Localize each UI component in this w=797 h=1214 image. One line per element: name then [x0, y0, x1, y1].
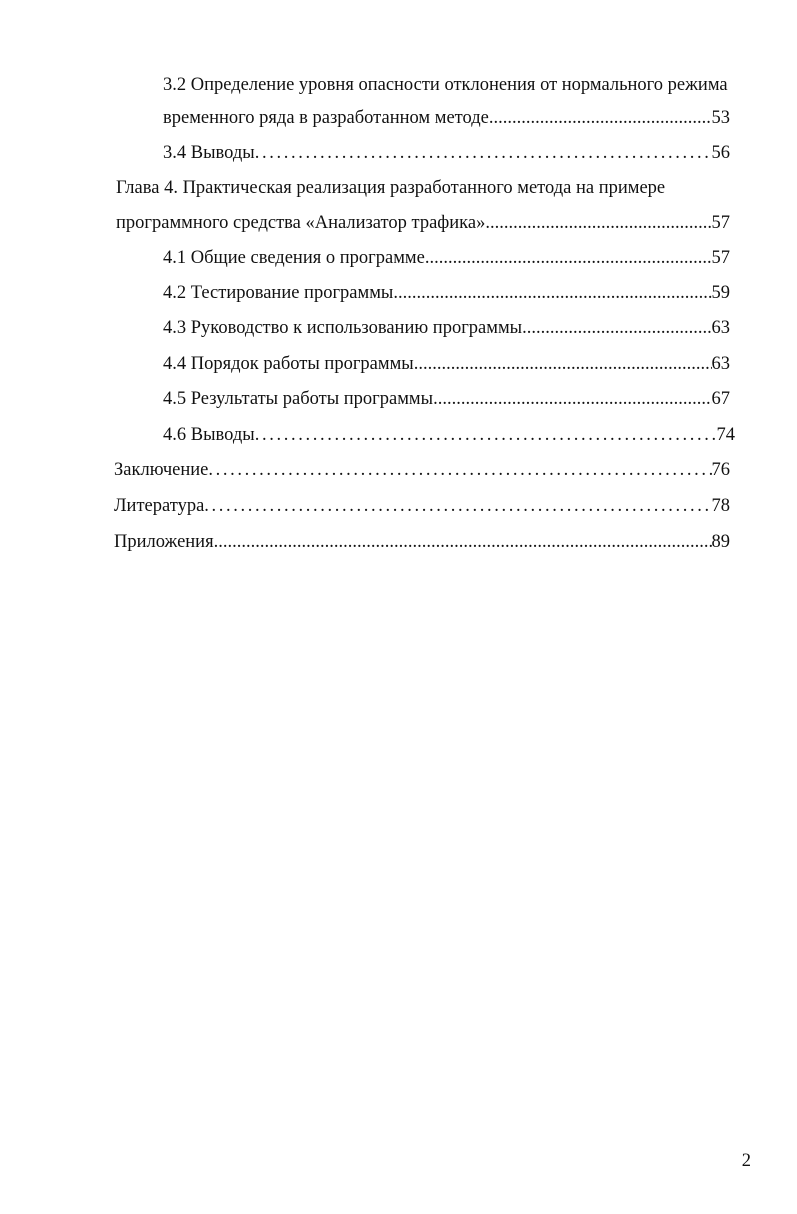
- toc-entry-4-4: [163, 349, 730, 379]
- leader-dots: [522, 313, 711, 343]
- toc-page-number: 63: [711, 354, 730, 374]
- toc-entry-title: 4.2 Тестирование программы: [163, 283, 394, 303]
- toc-page-number: 78: [711, 496, 730, 516]
- toc-entry-title: 4.1 Общие сведения о программе: [163, 248, 425, 268]
- leader-dots: [204, 491, 711, 521]
- toc-entry-title: программного средства «Анализатор трафика»: [116, 213, 486, 233]
- toc-entry-title: Приложения: [114, 532, 214, 552]
- toc-entry-literature: [114, 491, 730, 521]
- toc-entry-title: 4.4 Порядок работы программы: [163, 354, 414, 374]
- toc-entry-title: Глава 4. Практическая реализация разработанного метода на примере: [116, 178, 666, 198]
- toc-page-number: 57: [711, 213, 730, 233]
- leader-dots: [208, 455, 711, 485]
- toc-page-number: 67: [711, 389, 730, 409]
- toc-page-number: 53: [711, 108, 730, 128]
- leader-dots: [393, 278, 711, 308]
- toc-entry-title: Заключение: [114, 460, 209, 480]
- toc-entry-4-3: [163, 313, 730, 343]
- toc-page-number: 89: [711, 532, 730, 552]
- leader-dots: [433, 384, 711, 414]
- toc-entry-title: 3.4 Выводы: [163, 143, 255, 163]
- toc-page-number: 59: [711, 283, 730, 303]
- leader-dots: [214, 527, 712, 557]
- toc-entry-chapter-4-line1: [116, 173, 736, 203]
- toc-page-number: 56: [711, 143, 730, 163]
- toc-entry-4-6: [163, 420, 735, 450]
- toc-entry-3-4: [163, 138, 730, 168]
- toc-entry-4-2: [163, 278, 730, 308]
- page-number: 2: [741, 1151, 751, 1171]
- toc-page-number: 57: [711, 248, 730, 268]
- leader-dots: [414, 349, 712, 379]
- toc-entry-appendices: [114, 527, 730, 557]
- toc-entry-title: 4.6 Выводы: [163, 425, 255, 445]
- toc-entry-3-2-line2: [163, 103, 730, 133]
- leader-dots: [425, 243, 712, 273]
- toc-page-number: 63: [711, 318, 730, 338]
- toc-entry-title: Литература: [114, 496, 205, 516]
- toc-entry-3-2-line1: [163, 70, 763, 100]
- toc-entry-4-1: [163, 243, 730, 273]
- toc-entry-conclusion: [114, 455, 730, 485]
- toc-entry-4-5: [163, 384, 730, 414]
- toc-entry-chapter-4-line2: [116, 208, 730, 238]
- toc-entry-title: временного ряда в разработанном методе: [163, 108, 489, 128]
- leader-dots: [255, 420, 717, 450]
- toc-page-number: 74: [716, 425, 735, 445]
- leader-dots: [485, 208, 711, 238]
- leader-dots: [489, 103, 712, 133]
- toc-entry-title: 4.3 Руководство к использованию программы: [163, 318, 523, 338]
- leader-dots: [255, 138, 712, 168]
- toc-entry-title: 3.2 Определение уровня опасности отклонения от нормального режима: [163, 75, 728, 95]
- toc-page-number: 76: [711, 460, 730, 480]
- toc-entry-title: 4.5 Результаты работы программы: [163, 389, 434, 409]
